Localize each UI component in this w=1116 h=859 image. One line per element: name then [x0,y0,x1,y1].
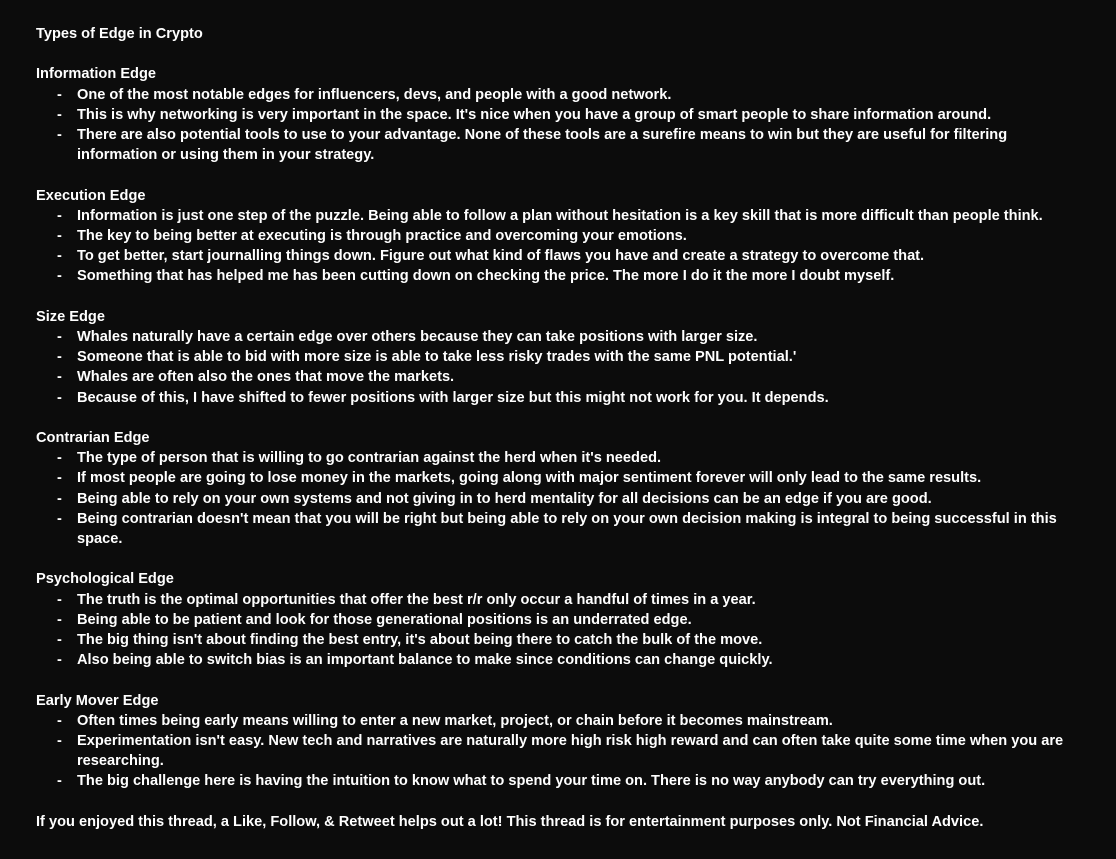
bullet-text: To get better, start journalling things down. Figure out what kind of flaws you have and create a strategy to overcome that. [77,248,925,265]
bullet-text: This is why networking is very important in the space. It's nice when you have a group of smart people to share information around. [77,106,992,123]
bullet-dash-icon: - [57,389,62,406]
bullet-dash-icon: - [57,86,62,103]
bullet-dash-icon: - [57,632,62,649]
bullet-list [36,85,1116,166]
section [36,428,1116,549]
bullet-list [36,590,1116,671]
bullet-item [36,650,1116,670]
bullet-dash-icon: - [57,106,62,123]
bullet-item [36,711,1116,731]
bullet-text: There are also potential tools to use to your advantage. None of these tools are a surefire means to win but they are useful for filtering information or using them in your strategy. [77,127,1008,164]
bullet-list [36,327,1116,408]
bullet-dash-icon: - [57,773,62,790]
bullet-dash-icon: - [57,248,62,265]
bullet-dash-icon: - [57,591,62,608]
bullet-dash-icon: - [57,329,62,345]
bullet-text: Something that has helped me has been cutting down on checking the price. The more I do it the more I doubt myself. [77,268,895,285]
bullet-item [36,246,1116,266]
sections-container [36,64,1116,791]
bullet-item [36,105,1116,125]
bullet-item [36,489,1116,509]
section [36,307,1116,408]
bullet-dash-icon: - [57,712,62,729]
bullet-text: Whales naturally have a certain edge over others because they can take positions with larger size. [77,329,758,345]
bullet-list [36,711,1116,792]
bullet-text: Because of this, I have shifted to fewer positions with larger size but this might not work for you. It depends. [77,389,829,406]
bullet-item [36,206,1116,226]
section [36,691,1116,792]
bullet-item [36,590,1116,610]
bullet-list [36,448,1116,549]
bullet-text: Being able to rely on your own systems and not giving in to herd mentality for all decisions can be an edge if you are good. [77,490,932,507]
bullet-dash-icon: - [57,369,62,386]
bullet-text: The big thing isn't about finding the best entry, it's about being there to catch the bulk of the move. [77,632,763,649]
bullet-dash-icon: - [57,349,62,366]
bullet-text: Information is just one step of the puzzle. Being able to follow a plan without hesitation is a key skill that is more difficult than people think. [77,207,1043,224]
bullet-text: Experimentation isn't easy. New tech and narratives are naturally more high risk high reward and can often take quite some time when you are researching. [77,733,1064,770]
bullet-dash-icon: - [57,490,62,507]
bullet-dash-icon: - [57,450,62,467]
bullet-text: Someone that is able to bid with more size is able to take less risky trades with the same PNL potential.' [77,349,797,366]
bullet-item [36,226,1116,246]
section-heading: Information Edge [36,66,156,83]
section [36,186,1116,287]
bullet-item [36,327,1116,347]
bullet-item [36,347,1116,367]
bullet-text: One of the most notable edges for influencers, devs, and people with a good network. [77,86,672,103]
bullet-dash-icon: - [57,228,62,244]
section-heading: Contrarian Edge [36,430,150,446]
bullet-text: If most people are going to lose money in the markets, going along with major sentiment forever will only lead to the same results. [77,470,982,487]
bullet-dash-icon: - [57,127,62,143]
section [36,569,1116,670]
section-heading: Psychological Edge [36,571,174,588]
section-heading: Execution Edge [36,187,146,204]
bullet-item [36,509,1116,549]
bullet-item [36,85,1116,105]
document-title: Types of Edge in Crypto [36,26,203,42]
bullet-item [36,468,1116,488]
bullet-dash-icon: - [57,268,62,285]
bullet-text: The type of person that is willing to go contrarian against the herd when it's needed. [77,450,662,467]
bullet-text: Being contrarian doesn't mean that you will be right but being able to rely on your own decision making is integral to being successful in this space. [77,510,1057,548]
bullet-dash-icon: - [57,470,62,487]
bullet-item [36,731,1116,771]
footer-note: If you enjoyed this thread, a Like, Follow, & Retweet helps out a lot! This thread is for entertainment purposes only. Not Financial Advice. [36,813,984,830]
bullet-list [36,206,1116,287]
bullet-item [36,266,1116,286]
section-heading: Size Edge [36,308,105,325]
bullet-text: The key to being better at executing is through practice and overcoming your emotions. [77,228,687,244]
bullet-item [36,630,1116,650]
section-heading: Early Mover Edge [36,692,159,709]
bullet-item [36,448,1116,468]
bullet-item [36,771,1116,791]
bullet-item [36,125,1116,165]
bullet-dash-icon: - [57,510,62,527]
bullet-text: Being able to be patient and look for those generational positions is an underrated edge. [77,611,692,628]
bullet-item [36,367,1116,387]
bullet-dash-icon: - [57,611,62,628]
bullet-text: The truth is the optimal opportunities that offer the best r/r only occur a handful of times in a year. [77,591,756,608]
bullet-text: Also being able to switch bias is an important balance to make since conditions can change quickly. [77,652,773,669]
bullet-text: The big challenge here is having the intuition to know what to spend your time on. There is no way anybody can try everything out. [77,773,986,790]
bullet-dash-icon: - [57,733,62,750]
bullet-dash-icon: - [57,207,62,224]
bullet-dash-icon: - [57,652,62,669]
section [36,64,1116,165]
bullet-text: Often times being early means willing to enter a new market, project, or chain before it becomes mainstream. [77,712,833,729]
bullet-item [36,610,1116,630]
bullet-item [36,388,1116,408]
bullet-text: Whales are often also the ones that move the markets. [77,369,455,386]
